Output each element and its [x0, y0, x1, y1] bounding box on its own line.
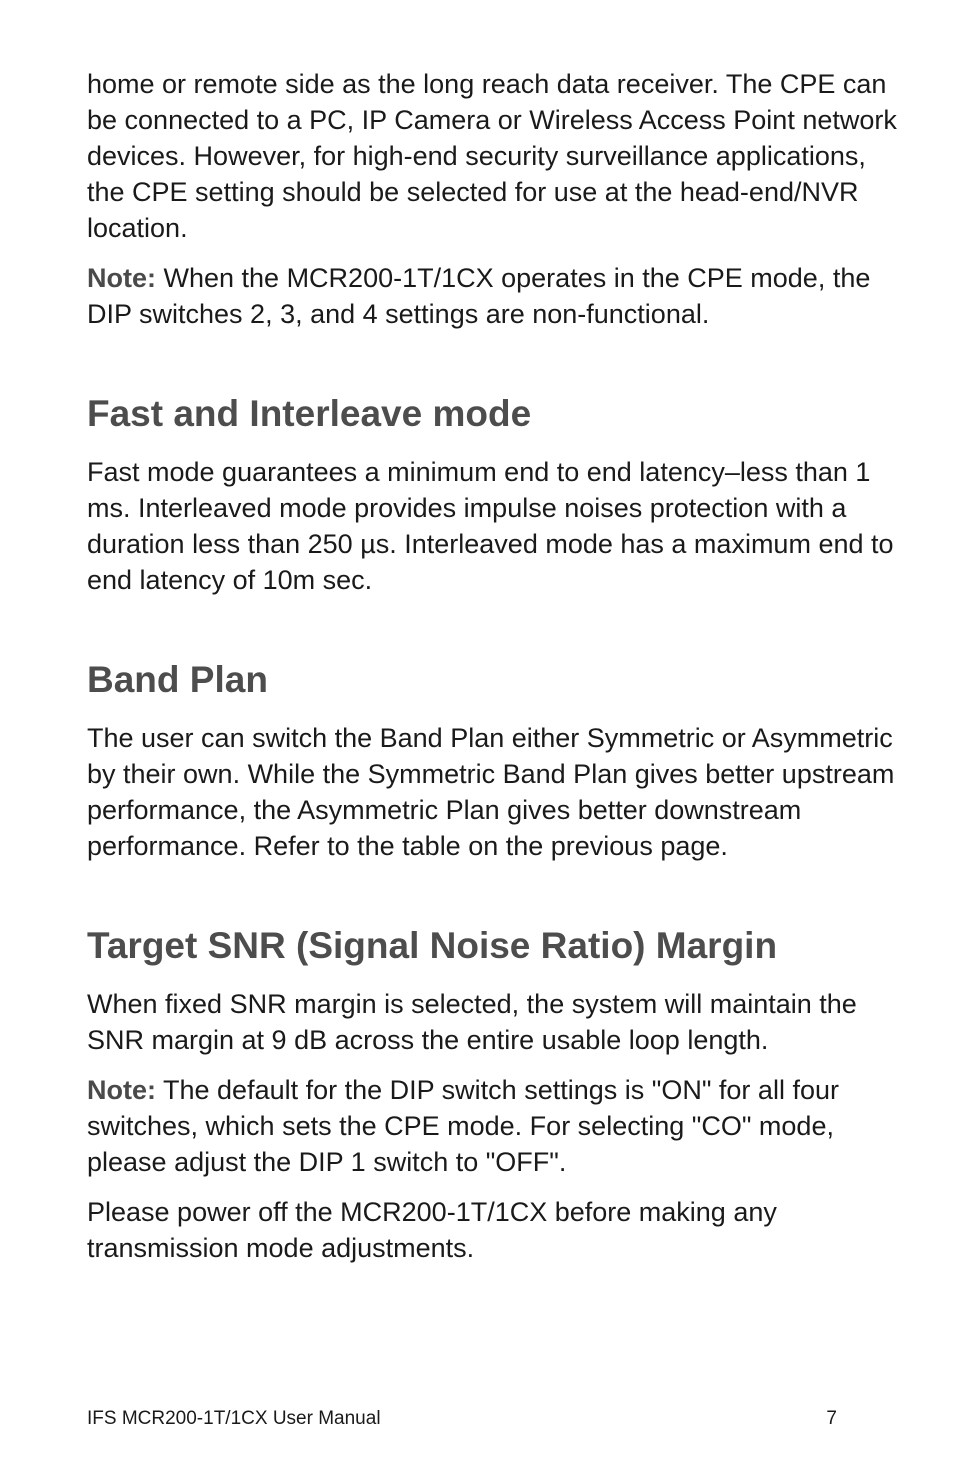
snr-margin-note — [87, 1072, 897, 1180]
document-page — [87, 66, 897, 1266]
note-label: Note: — [87, 263, 156, 293]
intro-note — [87, 260, 897, 332]
snr-margin-paragraph: When fixed SNR margin is selected, the system will maintain the SNR margin at 9 dB across the entire usable loop length. — [87, 989, 857, 1055]
section-heading-snr-margin: Target SNR (Signal Noise Ratio) Margin — [87, 925, 778, 966]
section-heading-band-plan: Band Plan — [87, 659, 268, 700]
footer-manual-title: IFS MCR200-1T/1CX User Manual — [87, 1408, 381, 1429]
note-label: Note: — [87, 1075, 156, 1105]
footer-page-number: 7 — [826, 1408, 837, 1429]
band-plan-paragraph: The user can switch the Band Plan either Symmetric or Asymmetric by their own. While the Symmetric Band Plan gives better upstream performance, the Asymmetric Plan gives better downstream performance. Refer to the table on the previous page. — [87, 723, 895, 861]
snr-margin-closing: Please power off the MCR200-1T/1CX before making any transmission mode adjustments. — [87, 1197, 777, 1263]
note-text: When the MCR200-1T/1CX operates in the CPE mode, the DIP switches 2, 3, and 4 settings are non-functional. — [87, 263, 871, 329]
section-heading-fast-interleave: Fast and Interleave mode — [87, 393, 532, 434]
note-text: The default for the DIP switch settings is "ON" for all four switches, which sets the CPE mode. For selecting "CO" mode, please adjust the DIP 1 switch to "OFF". — [87, 1075, 839, 1177]
intro-paragraph: home or remote side as the long reach data receiver. The CPE can be connected to a PC, IP Camera or Wireless Access Point network devices. However, for high-end security surveillance applications, the CPE setting should be selected for use at the head-end/NVR location. — [87, 69, 897, 243]
fast-interleave-paragraph: Fast mode guarantees a minimum end to end latency–less than 1 ms. Interleaved mode provides impulse noises protection with a duration less than 250 µs. Interleaved mode has a maximum end to end latency of 10m sec. — [87, 457, 894, 595]
